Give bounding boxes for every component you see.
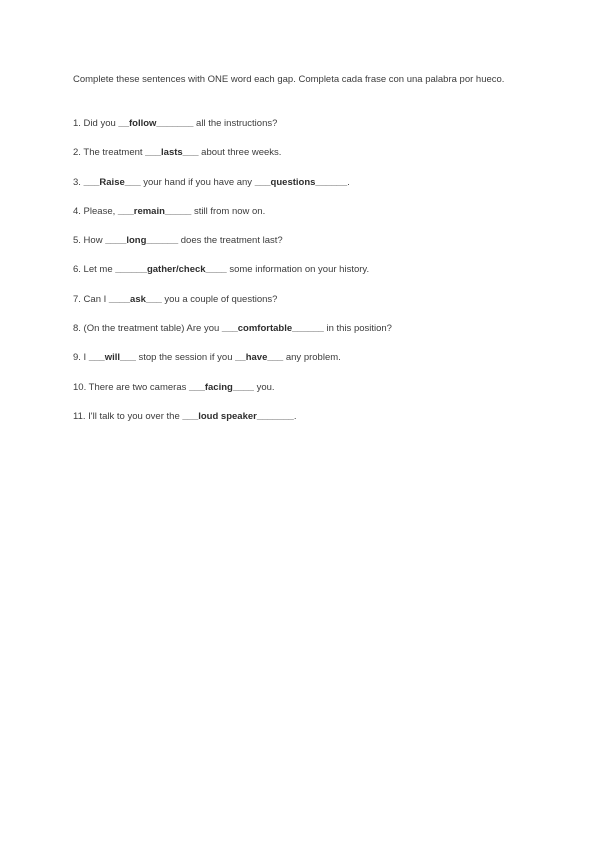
instructions: Complete these sentences with ONE word each gap. Completa cada frase con una palabra por hueco. [73, 74, 505, 85]
answer: ____long______ [105, 235, 179, 247]
sentence-text: 8. (On the treatment table) Are you [73, 323, 222, 335]
sentence-5 [73, 235, 392, 246]
sentence-text: . [347, 176, 350, 188]
sentence-text: stop the session if you [135, 352, 236, 364]
answer: ___Raise___ [83, 176, 141, 188]
sentence-text: 4. Please, [73, 205, 118, 217]
sentence-text: 10. There are two cameras [73, 381, 189, 393]
answer: ___lasts___ [145, 147, 199, 159]
answer: ___loud speaker_______ [182, 410, 294, 422]
sentence-6 [73, 264, 392, 275]
sentence-text: . [293, 410, 297, 422]
sentence-text: 3. [73, 176, 84, 188]
sentence-text: does the treatment last? [178, 235, 283, 247]
sentence-text: you a couple of questions? [161, 293, 278, 305]
sentence-7 [73, 294, 392, 305]
sentence-text: your hand if you have any [140, 176, 255, 188]
answer: ___comfortable______ [221, 323, 324, 335]
sentence-list [73, 118, 392, 440]
sentence-2 [73, 147, 392, 158]
sentence-text: any problem. [283, 352, 341, 364]
sentence-11 [73, 411, 392, 422]
sentence-8 [73, 323, 392, 334]
answer: ___questions______ [254, 176, 348, 188]
answer: __follow_______ [118, 118, 194, 129]
sentence-text: 2. The treatment [73, 147, 146, 159]
sentence-text: 11. I'll talk to you over the [73, 410, 183, 422]
sentence-text: 9. I [73, 352, 89, 364]
answer: ___facing____ [189, 381, 254, 393]
answer: ______gather/check____ [115, 264, 227, 276]
sentence-text: 5. How [73, 235, 106, 247]
sentence-text: about three weeks. [198, 147, 282, 159]
sentence-text: some information on your history. [226, 264, 370, 276]
sentence-text: 7. Can I [73, 293, 109, 305]
sentence-text: 6. Let me [73, 264, 116, 276]
sentence-text: 1. Did you [73, 118, 119, 129]
sentence-text: you. [253, 381, 275, 393]
sentence-text: all the instructions? [193, 118, 278, 129]
sentence-3 [73, 177, 392, 188]
answer: ___remain_____ [117, 205, 192, 217]
sentence-text: in this position? [323, 323, 392, 335]
sentence-text: still from now on. [191, 205, 266, 217]
sentence-9 [73, 352, 392, 363]
sentence-1 [73, 118, 392, 129]
sentence-4 [73, 206, 392, 217]
answer: ____ask___ [108, 293, 162, 305]
answer: __have___ [235, 352, 284, 364]
answer: ___will___ [88, 352, 136, 364]
sentence-10 [73, 382, 392, 393]
